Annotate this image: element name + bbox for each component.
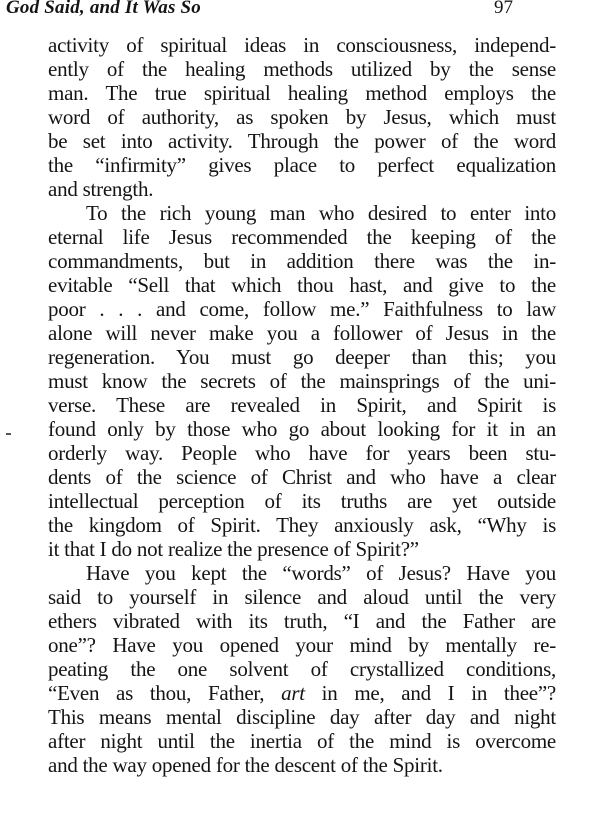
text-line: This means mental discipline day after day and night [48,705,556,729]
paragraph [48,561,556,777]
body-text [48,33,556,777]
text-line: man. The true spiritual healing method employs the [48,81,556,105]
text-line: word of authority, as spoken by Jesus, which must [48,105,556,129]
text-line: be set into activity. Through the power of the word [48,129,556,153]
text-line: found only by those who go about looking for it in an [48,417,556,441]
text-line: ently of the healing methods utilized by the sense [48,57,556,81]
text-line: commandments, but in addition there was the in- [48,249,556,273]
text-run: “Even as thou, Father, [48,681,282,705]
text-line: must know the secrets of the mainsprings of the uni- [48,369,556,393]
text-line: verse. These are revealed in Spirit, and Spirit is [48,393,556,417]
text-line: To the rich young man who desired to enter into [86,201,556,225]
text-line: the “infirmity” gives place to perfect equalization [48,153,556,177]
text-line [48,681,556,705]
text-line: intellectual perception of its truths are yet outside [48,489,556,513]
text-line: one”? Have you opened your mind by mentally re- [48,633,556,657]
margin-mark [6,433,11,435]
text-line: regeneration. You must go deeper than this; you [48,345,556,369]
paragraph [48,201,556,561]
text-line: ethers vibrated with its truth, “I and the Father are [48,609,556,633]
text-line: activity of spiritual ideas in consciousness, independ- [48,33,556,57]
page-header [0,0,600,24]
text-line: Have you kept the “words” of Jesus? Have you [86,561,556,585]
text-line: dents of the science of Christ and who have a clear [48,465,556,489]
text-line: eternal life Jesus recommended the keeping of the [48,225,556,249]
text-line: said to yourself in silence and aloud until the very [48,585,556,609]
text-run: in me, and I in thee”? [304,681,556,705]
running-title: God Said, and It Was So [6,0,202,18]
text-line: peating the one solvent of crystallized conditions, [48,657,556,681]
text-line: evitable “Sell that which thou hast, and give to the [48,273,556,297]
text-line: alone will never make you a follower of Jesus in the [48,321,556,345]
text-line: after night until the inertia of the mind is overcome [48,729,556,753]
text-line: orderly way. People who have for years been stu- [48,441,556,465]
text-line: the kingdom of Spirit. They anxiously ask, “Why is [48,513,556,537]
italic-word: art [281,681,305,705]
text-line: poor . . . and come, follow me.” Faithfulness to law [48,297,556,321]
text-line: and the way opened for the descent of the Spirit. [48,753,443,777]
text-line: and strength. [48,177,154,201]
page-number: 97 [494,0,513,18]
paragraph [48,33,556,201]
text-line: it that I do not realize the presence of Spirit?” [48,537,419,561]
